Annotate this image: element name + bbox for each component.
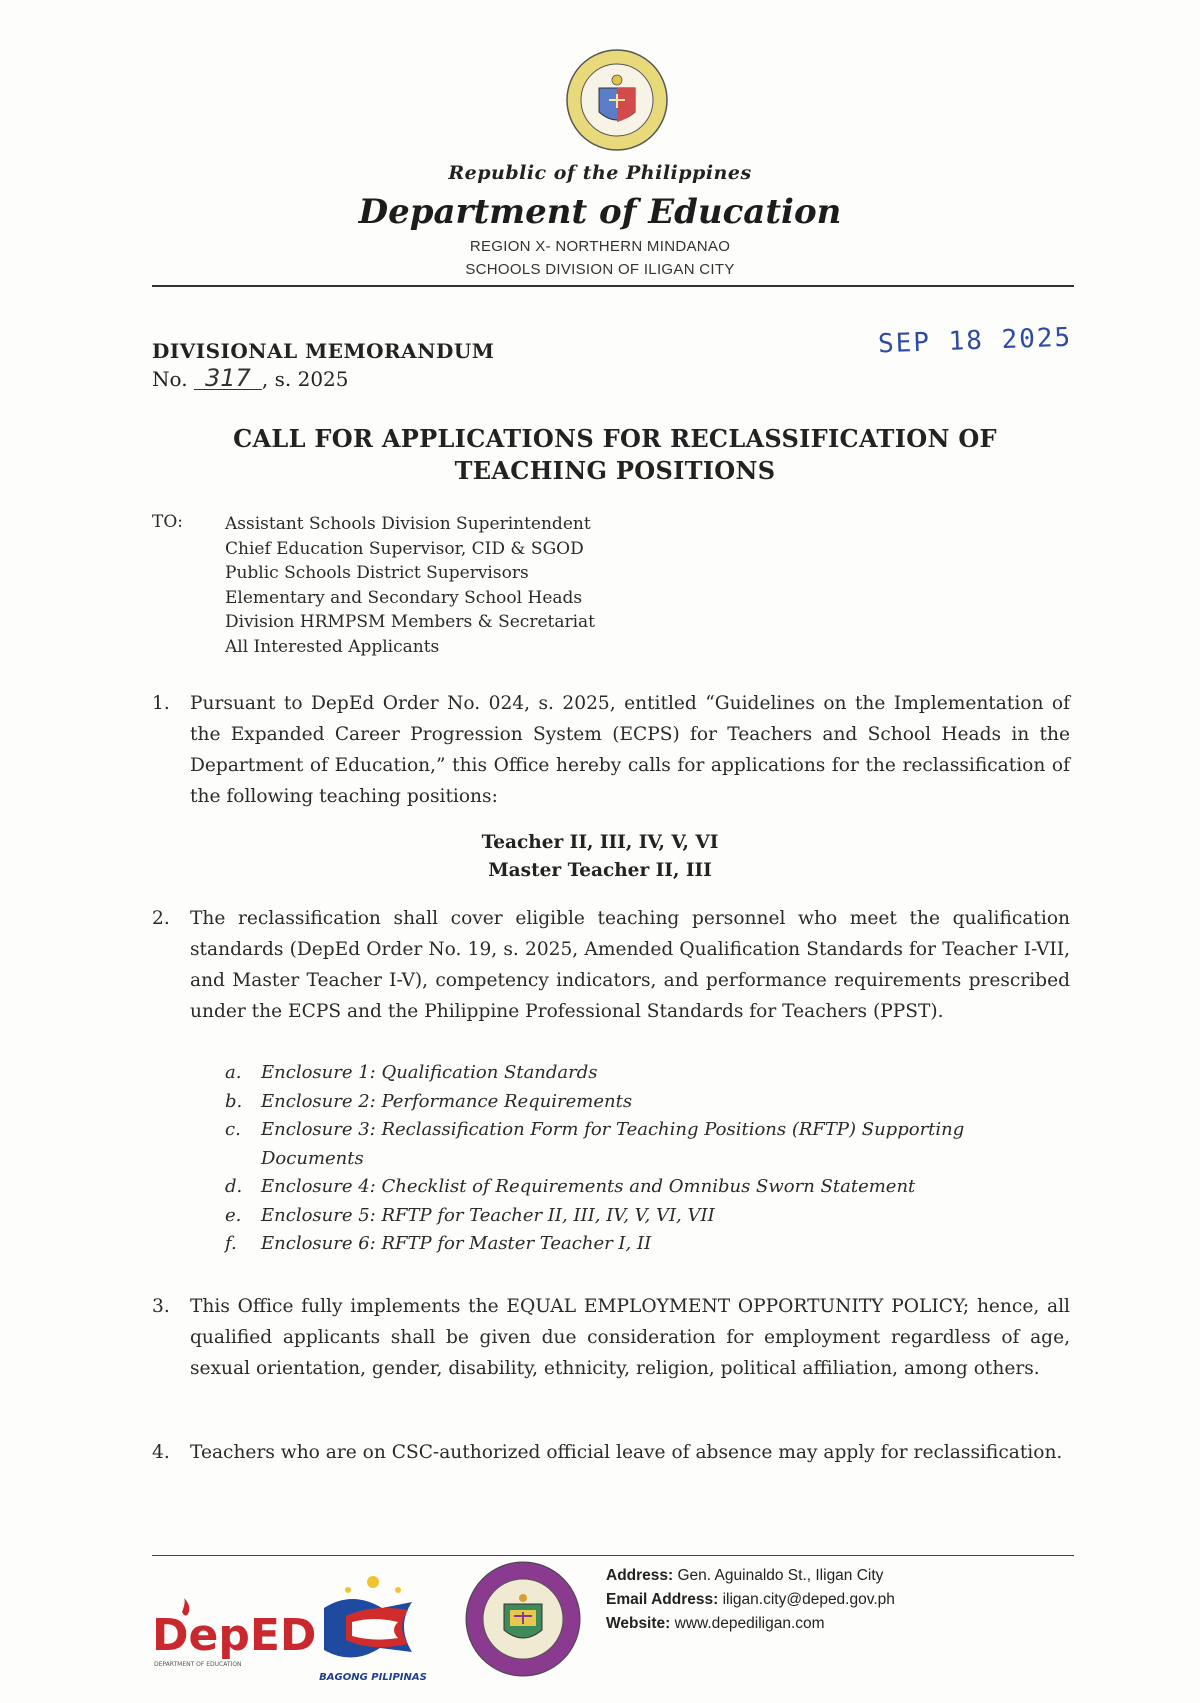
region-line: REGION X- NORTHERN MINDANAO: [469, 238, 731, 255]
positions-list: [0, 829, 1200, 885]
paragraph-number: 2.: [152, 908, 170, 929]
header-divider: [152, 285, 1074, 287]
memo-number-prefix: No.: [152, 367, 188, 391]
bagong-pilipinas-logo-icon: [312, 1568, 434, 1686]
paragraph-2: [152, 903, 1070, 1027]
date-stamp: SEP 18 2025: [877, 322, 1073, 360]
enclosure-item: b. Enclosure 2: Performance Requirements: [225, 1090, 633, 1112]
memo-number-series: , s. 2025: [261, 367, 349, 391]
contact-block: [606, 1564, 895, 1636]
republic-heading: Republic of the Philippines: [448, 162, 752, 184]
recipient: Elementary and Secondary School Heads: [225, 587, 583, 608]
website-link[interactable]: www.depediligan.com: [674, 1615, 825, 1632]
enclosure-list: [225, 1059, 1055, 1259]
recipient: Division HRMPSM Members & Secretariat: [225, 612, 596, 632]
paragraph-number: 3.: [152, 1296, 170, 1317]
recipient: Public Schools District Supervisors: [225, 563, 529, 583]
svg-text:DepED: DepED: [152, 1610, 317, 1661]
recipient: All Interested Applicants: [225, 636, 440, 657]
to-label: TO:: [152, 512, 184, 532]
memo-title-line-1: CALL FOR APPLICATIONS FOR RECLASSIFICATION OF: [233, 424, 997, 453]
address-label: Address:: [606, 1567, 674, 1584]
enclosure-item: f. Enclosure 6: RFTP for Master Teacher I, II: [225, 1233, 652, 1254]
paragraph-4: [152, 1437, 1070, 1468]
memo-type: DIVISIONAL MEMORANDUM: [152, 339, 495, 363]
paragraph-1: [152, 688, 1070, 812]
memo-title: [190, 423, 1040, 487]
division-line: SCHOOLS DIVISION OF ILIGAN CITY: [465, 261, 735, 278]
address-value: Gen. Aguinaldo St., Iligan City: [677, 1567, 884, 1584]
department-heading: Department of Education: [358, 192, 842, 232]
paragraph-3: [152, 1291, 1070, 1384]
email-link[interactable]: iligan.city@deped.gov.ph: [722, 1591, 895, 1608]
enclosure-item: d. Enclosure 4: Checklist of Requirements and Omnibus Sworn Statement: [225, 1176, 916, 1197]
website-label: Website:: [606, 1615, 671, 1632]
recipient: Chief Education Supervisor, CID & SGOD: [225, 538, 584, 559]
paragraph-text: Teachers who are on CSC-authorized official leave of absence may apply for reclassification.: [190, 1442, 1063, 1463]
enclosure-item: e. Enclosure 5: RFTP for Teacher II, III, IV, V, VI, VII: [225, 1204, 715, 1226]
enclosure-item: c. Enclosure 3: Reclassification Form for Teaching Positions (RFTP) Supporting Documents: [225, 1119, 965, 1169]
deped-logo-icon: [152, 1598, 317, 1670]
paragraph-text: The reclassification shall cover eligible teaching personnel who meet the qualification standards (DepEd Order No. 19, s. 2025, Amended Qualification Standards for Teacher I-VII, and Master Teacher I-V), competency indicators, and performance requirements prescribed under the ECPS and the Philippine Professional Standards for Teachers (PPST).: [190, 908, 1070, 1022]
deped-seal-icon: [565, 48, 669, 152]
division-of-iligan-city-seal-icon: [464, 1560, 582, 1678]
paragraph-number: 4.: [152, 1442, 170, 1463]
paragraph-text: This Office fully implements the EQUAL EMPLOYMENT OPPORTUNITY POLICY; hence, all qualified applicants shall be given due consideration for employment regardless of age, sexual orientation, gender, disability, ethnicity, religion, political affiliation, among others.: [190, 1296, 1070, 1379]
recipient: Assistant Schools Division Superintendent: [225, 514, 591, 534]
email-label: Email Address:: [606, 1591, 719, 1608]
paragraph-text: Pursuant to DepEd Order No. 024, s. 2025, entitled “Guidelines on the Implementation of the Expanded Career Progression System (ECPS) for Teachers and School Heads in the Department of Education,” this Office hereby calls for applications for the reclassification of the following teaching positions:: [190, 693, 1070, 807]
memo-number-handwritten: 317: [194, 367, 262, 390]
memo-title-line-2: TEACHING POSITIONS: [454, 456, 776, 485]
memo-number: [152, 364, 349, 392]
paragraph-number: 1.: [152, 693, 170, 714]
svg-text:BAGONG PILIPINAS: BAGONG PILIPINAS: [319, 1672, 427, 1683]
positions-master-teacher: Master Teacher II, III: [488, 860, 712, 881]
footer-divider: [152, 1555, 1074, 1556]
positions-teacher: Teacher II, III, IV, V, VI: [481, 832, 719, 853]
enclosure-item: a. Enclosure 1: Qualification Standards: [225, 1062, 598, 1083]
recipient-list: [225, 512, 595, 659]
svg-text:DEPARTMENT OF EDUCATION: DEPARTMENT OF EDUCATION: [154, 1661, 242, 1668]
